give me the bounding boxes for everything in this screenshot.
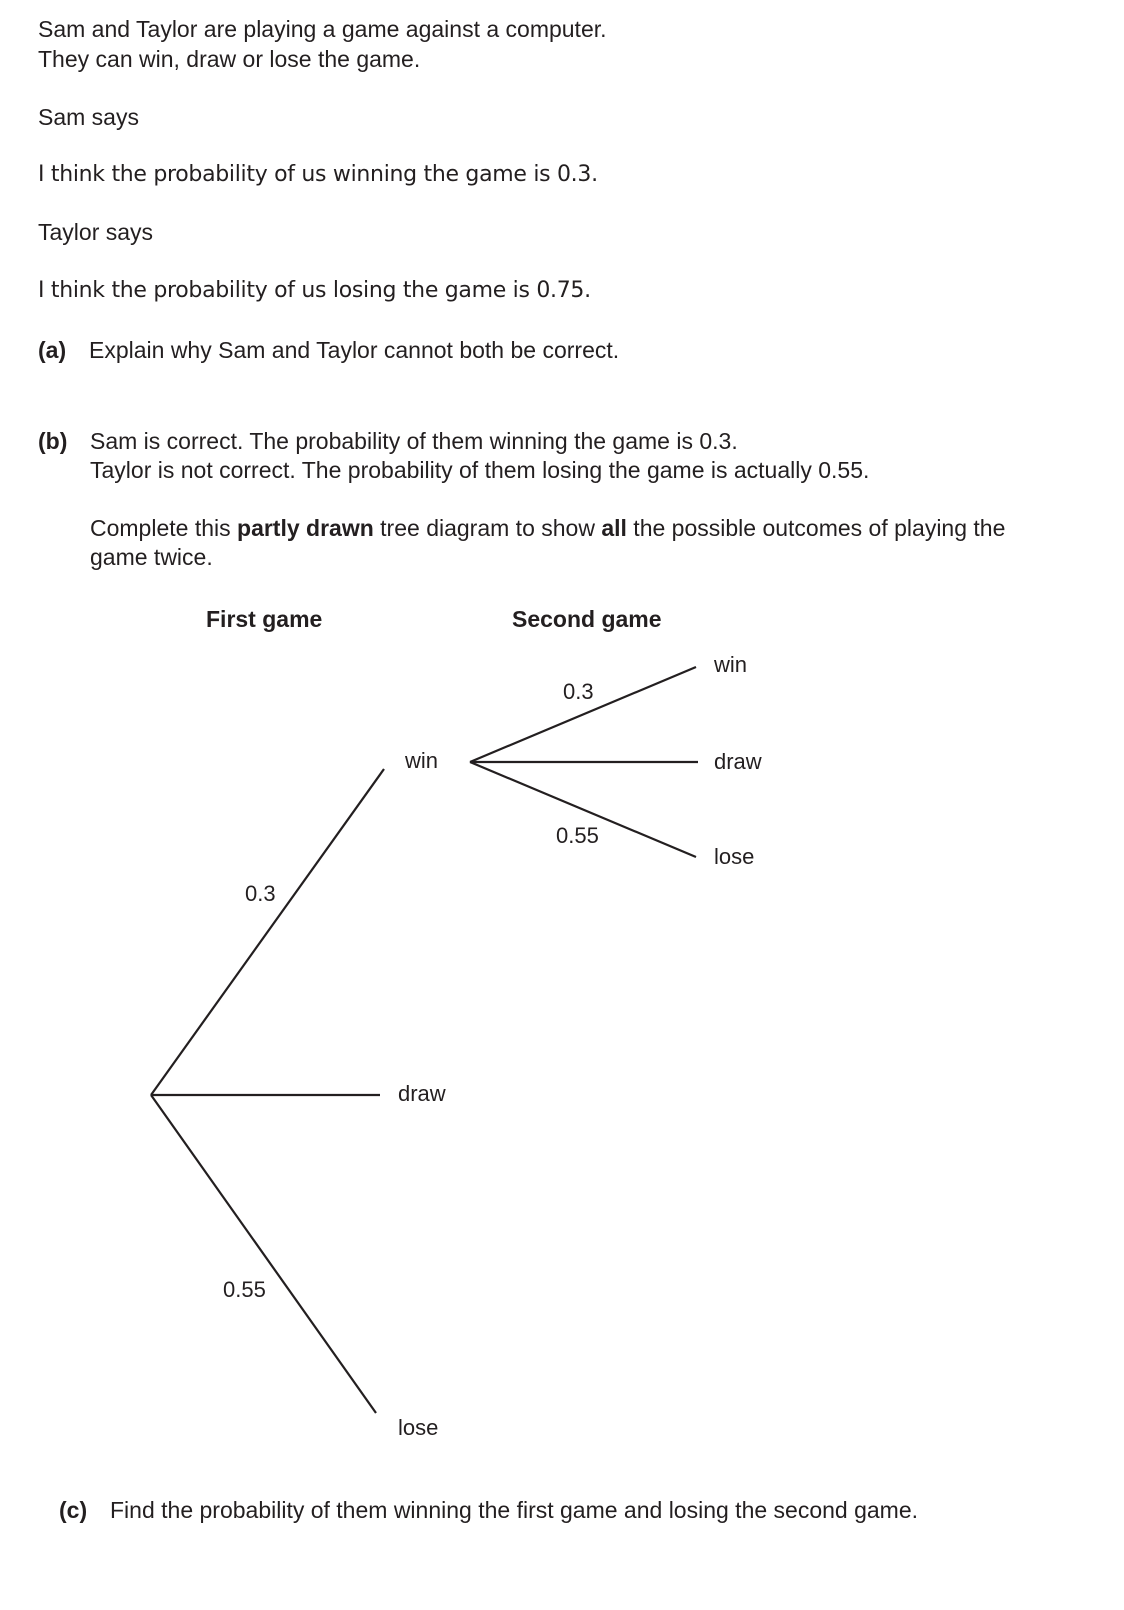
- outcome-second-win: win: [714, 652, 748, 677]
- part-b-line-2: Taylor is not correct. The probability of them losing the game is actually 0.55.: [90, 457, 870, 483]
- outcome-second-lose: lose: [714, 844, 755, 869]
- prob-first-lose: 0.55: [223, 1277, 266, 1302]
- prob-second-win: 0.3: [563, 679, 594, 704]
- instr-pre: Complete this: [90, 515, 238, 541]
- instr-bold-partly-drawn: partly drawn: [237, 515, 374, 541]
- intro-line-2: They can win, draw or lose the game.: [38, 46, 421, 72]
- sam-says-label: Sam says: [38, 104, 139, 130]
- outcome-second-draw: draw: [714, 749, 762, 774]
- outcome-first-draw: draw: [398, 1081, 446, 1106]
- first-game-header: First game: [206, 606, 323, 632]
- instr-bold-all: all: [601, 515, 627, 541]
- second-game-header: Second game: [512, 606, 662, 632]
- part-a-question: Explain why Sam and Taylor cannot both be correct.: [89, 337, 620, 363]
- part-b-instruction-line-2: game twice.: [90, 544, 213, 570]
- intro-line-1: Sam and Taylor are playing a game against a computer.: [38, 16, 607, 42]
- outcome-first-lose: lose: [398, 1415, 439, 1440]
- instr-mid: tree diagram to show: [373, 515, 602, 541]
- part-c-question: Find the probability of them winning the first game and losing the second game.: [110, 1497, 919, 1523]
- part-b-label: (b): [38, 428, 68, 454]
- branch-first-lose: [151, 1095, 376, 1413]
- part-a-label: (a): [38, 337, 67, 363]
- part-b-line-1: Sam is correct. The probability of them winning the game is 0.3.: [90, 428, 738, 454]
- branch-first-win: [151, 769, 384, 1095]
- sam-quote: I think the probability of us winning the game is 0.3.: [38, 162, 598, 187]
- prob-first-win: 0.3: [245, 881, 276, 906]
- part-c-label: (c): [59, 1497, 88, 1523]
- taylor-says-label: Taylor says: [38, 219, 154, 245]
- instr-post: the possible outcomes of playing the: [626, 515, 1006, 541]
- outcome-first-win: win: [405, 748, 439, 773]
- taylor-quote: I think the probability of us losing the game is 0.75.: [38, 278, 591, 303]
- prob-second-lose: 0.55: [556, 823, 599, 848]
